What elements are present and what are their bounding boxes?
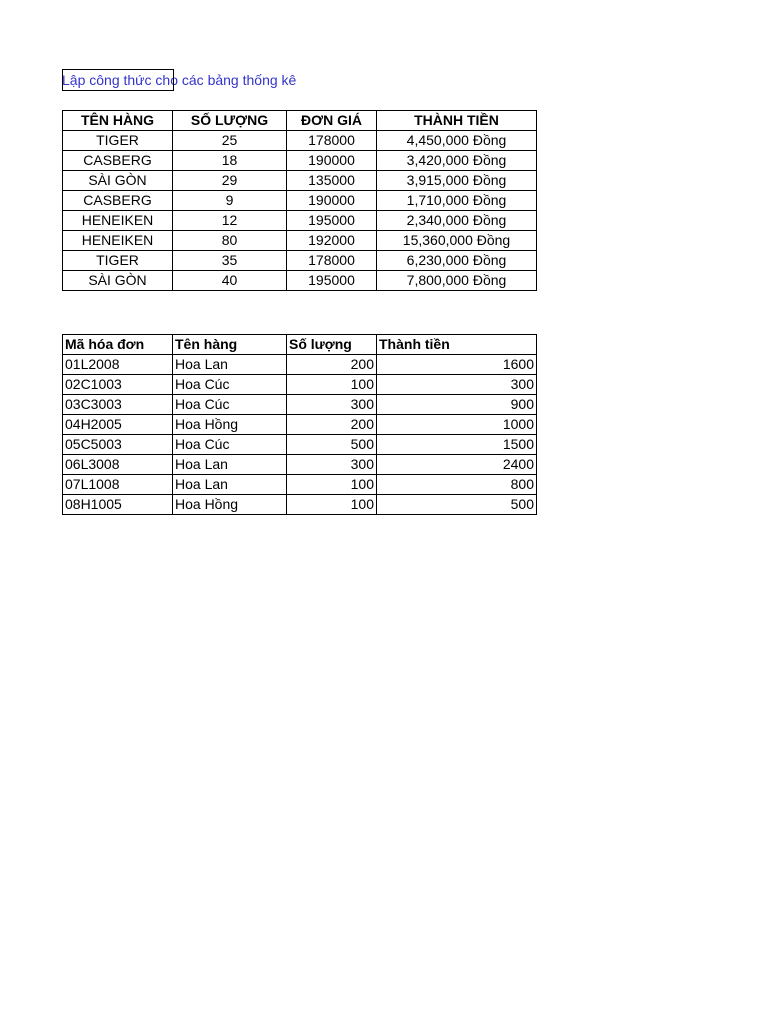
- cell-so-luong[interactable]: 100: [287, 375, 377, 395]
- cell-ma-hoa-don[interactable]: 08H1005: [63, 495, 173, 515]
- table-row: [63, 191, 537, 211]
- cell-so-luong[interactable]: 300: [287, 395, 377, 415]
- table-row: [63, 171, 537, 191]
- flower-invoice-table: [62, 334, 537, 515]
- cell-thanh-tien[interactable]: 900: [377, 395, 537, 415]
- cell-so-luong[interactable]: 100: [287, 475, 377, 495]
- cell-ten-hang[interactable]: CASBERG: [63, 191, 173, 211]
- table-header-row: [63, 111, 537, 131]
- header-ten-hang[interactable]: TÊN HÀNG: [63, 111, 173, 131]
- beer-sales-table: [62, 110, 537, 291]
- cell-so-luong[interactable]: 29: [173, 171, 287, 191]
- table-row: [63, 475, 537, 495]
- cell-ten-hang[interactable]: SÀI GÒN: [63, 271, 173, 291]
- cell-ma-hoa-don[interactable]: 05C5003: [63, 435, 173, 455]
- cell-don-gia[interactable]: 192000: [287, 231, 377, 251]
- cell-don-gia[interactable]: 190000: [287, 151, 377, 171]
- table-row: [63, 131, 537, 151]
- cell-thanh-tien[interactable]: 15,360,000 Đồng: [377, 231, 537, 251]
- header-thanh-tien[interactable]: Thành tiền: [377, 335, 537, 355]
- table-header-row: [63, 335, 537, 355]
- cell-thanh-tien[interactable]: 6,230,000 Đồng: [377, 251, 537, 271]
- cell-ten-hang[interactable]: TIGER: [63, 251, 173, 271]
- cell-thanh-tien[interactable]: 3,420,000 Đồng: [377, 151, 537, 171]
- cell-ten-hang[interactable]: TIGER: [63, 131, 173, 151]
- cell-thanh-tien[interactable]: 7,800,000 Đồng: [377, 271, 537, 291]
- cell-so-luong[interactable]: 9: [173, 191, 287, 211]
- cell-so-luong[interactable]: 500: [287, 435, 377, 455]
- header-ma-hoa-don[interactable]: Mã hóa đơn: [63, 335, 173, 355]
- cell-so-luong[interactable]: 40: [173, 271, 287, 291]
- table-row: [63, 271, 537, 291]
- cell-ma-hoa-don[interactable]: 02C1003: [63, 375, 173, 395]
- table-row: [63, 435, 537, 455]
- table-row: [63, 415, 537, 435]
- cell-ten-hang[interactable]: Hoa Lan: [173, 475, 287, 495]
- cell-don-gia[interactable]: 195000: [287, 211, 377, 231]
- cell-so-luong[interactable]: 12: [173, 211, 287, 231]
- cell-ten-hang[interactable]: Hoa Cúc: [173, 435, 287, 455]
- cell-thanh-tien[interactable]: 4,450,000 Đồng: [377, 131, 537, 151]
- cell-don-gia[interactable]: 190000: [287, 191, 377, 211]
- cell-ma-hoa-don[interactable]: 07L1008: [63, 475, 173, 495]
- cell-thanh-tien[interactable]: 2400: [377, 455, 537, 475]
- cell-ten-hang[interactable]: Hoa Cúc: [173, 395, 287, 415]
- table-row: [63, 395, 537, 415]
- table-row: [63, 375, 537, 395]
- header-don-gia[interactable]: ĐƠN GIÁ: [287, 111, 377, 131]
- cell-so-luong[interactable]: 18: [173, 151, 287, 171]
- cell-thanh-tien[interactable]: 300: [377, 375, 537, 395]
- cell-thanh-tien[interactable]: 3,915,000 Đồng: [377, 171, 537, 191]
- table-row: [63, 151, 537, 171]
- table-row: [63, 455, 537, 475]
- cell-thanh-tien[interactable]: 1500: [377, 435, 537, 455]
- cell-so-luong[interactable]: 100: [287, 495, 377, 515]
- table-row: [63, 231, 537, 251]
- table-row: [63, 355, 537, 375]
- cell-so-luong[interactable]: 300: [287, 455, 377, 475]
- cell-ten-hang[interactable]: Hoa Hồng: [173, 415, 287, 435]
- cell-so-luong[interactable]: 35: [173, 251, 287, 271]
- sheet-title-text: Lập công thức cho các bảng thống kê: [62, 72, 297, 88]
- sheet-title: [62, 69, 296, 91]
- header-so-luong[interactable]: SỐ LƯỢNG: [173, 111, 287, 131]
- cell-thanh-tien[interactable]: 800: [377, 475, 537, 495]
- cell-thanh-tien[interactable]: 1600: [377, 355, 537, 375]
- table-row: [63, 251, 537, 271]
- cell-so-luong[interactable]: 25: [173, 131, 287, 151]
- cell-thanh-tien[interactable]: 2,340,000 Đồng: [377, 211, 537, 231]
- cell-ten-hang[interactable]: Hoa Lan: [173, 355, 287, 375]
- cell-ma-hoa-don[interactable]: 04H2005: [63, 415, 173, 435]
- cell-thanh-tien[interactable]: 500: [377, 495, 537, 515]
- cell-ma-hoa-don[interactable]: 03C3003: [63, 395, 173, 415]
- cell-ma-hoa-don[interactable]: 06L3008: [63, 455, 173, 475]
- cell-don-gia[interactable]: 178000: [287, 251, 377, 271]
- cell-ma-hoa-don[interactable]: 01L2008: [63, 355, 173, 375]
- cell-ten-hang[interactable]: CASBERG: [63, 151, 173, 171]
- table-row: [63, 211, 537, 231]
- header-ten-hang[interactable]: Tên hàng: [173, 335, 287, 355]
- header-thanh-tien[interactable]: THÀNH TIỀN: [377, 111, 537, 131]
- cell-ten-hang[interactable]: Hoa Cúc: [173, 375, 287, 395]
- cell-thanh-tien[interactable]: 1000: [377, 415, 537, 435]
- cell-ten-hang[interactable]: Hoa Hồng: [173, 495, 287, 515]
- cell-ten-hang[interactable]: HENEIKEN: [63, 211, 173, 231]
- cell-don-gia[interactable]: 178000: [287, 131, 377, 151]
- cell-so-luong[interactable]: 80: [173, 231, 287, 251]
- cell-ten-hang[interactable]: HENEIKEN: [63, 231, 173, 251]
- cell-so-luong[interactable]: 200: [287, 355, 377, 375]
- cell-so-luong[interactable]: 200: [287, 415, 377, 435]
- table-row: [63, 495, 537, 515]
- cell-ten-hang[interactable]: SÀI GÒN: [63, 171, 173, 191]
- cell-don-gia[interactable]: 195000: [287, 271, 377, 291]
- cell-thanh-tien[interactable]: 1,710,000 Đồng: [377, 191, 537, 211]
- header-so-luong[interactable]: Số lượng: [287, 335, 377, 355]
- cell-don-gia[interactable]: 135000: [287, 171, 377, 191]
- cell-ten-hang[interactable]: Hoa Lan: [173, 455, 287, 475]
